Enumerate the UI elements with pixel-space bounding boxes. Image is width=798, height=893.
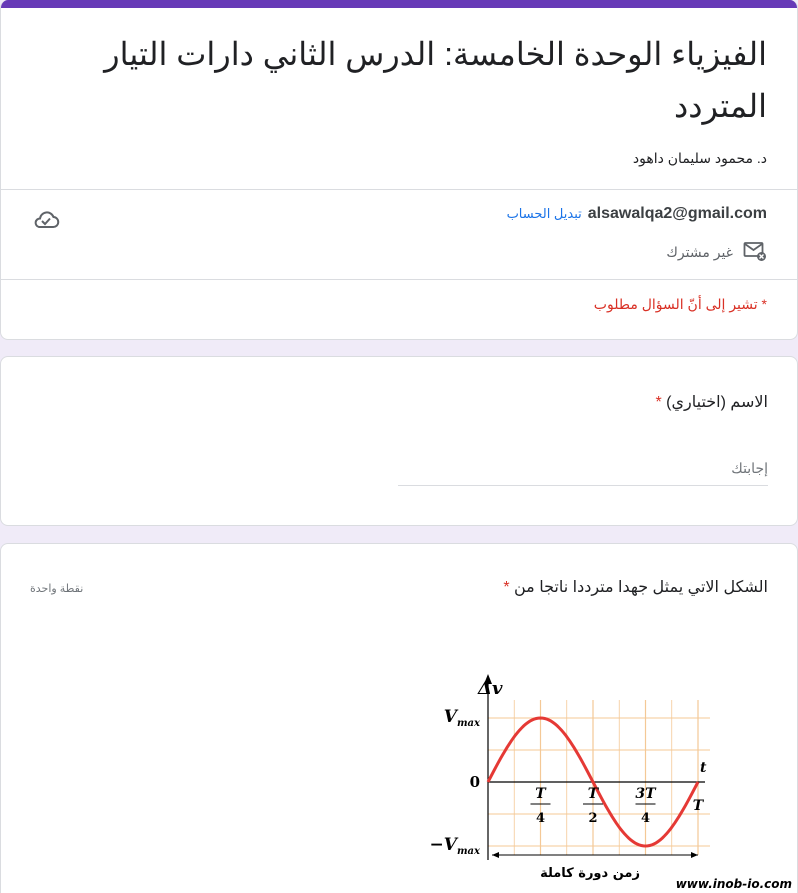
y-tick-label: 0 bbox=[469, 773, 480, 791]
divider bbox=[1, 189, 797, 190]
form-title: الفيزياء الوحدة الخامسة: الدرس الثاني دارات التيار المتردد bbox=[104, 36, 767, 124]
question-title-voltage bbox=[503, 577, 768, 597]
y-tick-label: $V_{max}$ bbox=[443, 707, 480, 729]
question-card-name bbox=[0, 356, 798, 526]
cloud-check-icon bbox=[31, 205, 61, 235]
points-label: نقطة واحدة bbox=[30, 583, 84, 595]
form-description: د. محمود سليمان داهود bbox=[632, 150, 767, 166]
x-tick-label: T bbox=[535, 786, 546, 802]
period-arrow-right bbox=[691, 852, 698, 858]
chart-grid bbox=[488, 700, 710, 855]
x-tick-label: 2 bbox=[588, 811, 598, 826]
y-tick-label: $-V_{max}$ bbox=[429, 835, 480, 857]
period-arrow-left bbox=[492, 852, 499, 858]
x-tick-label: 3T bbox=[635, 786, 656, 802]
mail-x-icon bbox=[743, 240, 767, 265]
not-shared-label: غير مشترك bbox=[666, 244, 733, 260]
account-row bbox=[507, 205, 767, 223]
form-header-card bbox=[0, 0, 798, 340]
x-tick-label: T bbox=[587, 786, 599, 802]
x-axis-label: t bbox=[700, 760, 707, 776]
not-shared-row bbox=[666, 240, 767, 265]
voltage-chart bbox=[420, 670, 720, 885]
divider bbox=[1, 279, 797, 280]
question-title-text: الاسم (اختياري) bbox=[666, 394, 768, 411]
required-note: * تشير إلى أنّ السؤال مطلوب bbox=[593, 296, 767, 312]
accent-bar bbox=[1, 0, 797, 8]
x-tick-label: T bbox=[692, 798, 704, 814]
required-asterisk: * bbox=[655, 394, 662, 411]
question-title-text: الشكل الاتي يمثل جهدا مترددا ناتجا من bbox=[514, 579, 768, 596]
x-tick-label: 4 bbox=[535, 811, 546, 826]
required-asterisk: * bbox=[503, 579, 510, 596]
watermark: www.inob-io.com bbox=[675, 877, 792, 891]
account-email: alsawalqa2@gmail.com bbox=[587, 205, 767, 222]
period-label: زمن دورة كاملة bbox=[540, 866, 640, 881]
switch-account-link[interactable]: تبديل الحساب bbox=[506, 206, 582, 221]
question-title-name bbox=[655, 392, 768, 412]
y-axis-label: Δv bbox=[478, 678, 503, 699]
name-answer-input[interactable] bbox=[398, 450, 768, 486]
x-tick-label: 4 bbox=[640, 811, 651, 826]
